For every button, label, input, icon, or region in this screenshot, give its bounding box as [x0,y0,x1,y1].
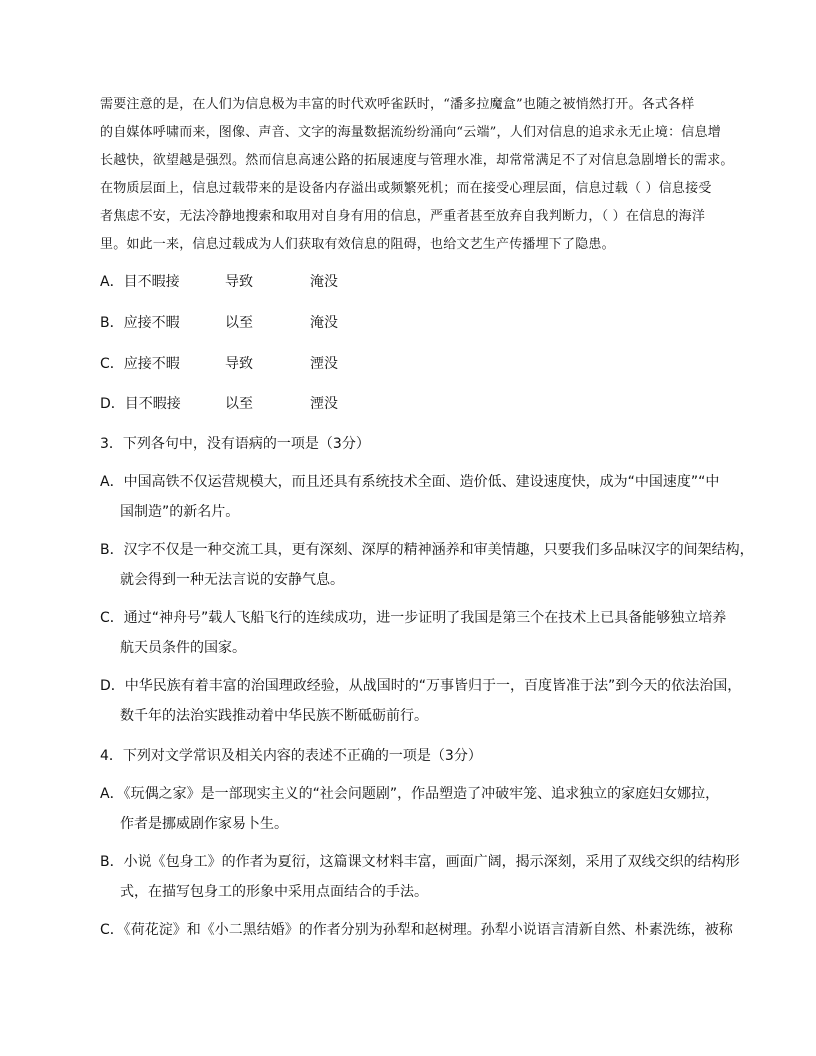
option-word-3: 湮没 [310,396,338,412]
choice-line: C．通过“神舟号”载人飞船飞行的连续成功，进一步证明了我国是第三个在技术上已具备能够独立培养 [100,610,727,626]
passage-line: 长越快，欲望越是强烈。然而信息高速公路的拓展速度与管理水准，却常常满足不了对信息急剧增长的需求。 [100,153,734,168]
choice-line: B．汉字不仅是一种交流工具，更有深刻、深厚的精神涵养和审美情趣，只要我们多品味汉字的间架结构， [100,542,754,558]
choice-line: 就会得到一种无法言说的安静气息。 [120,572,344,588]
option-word-1: C．应接不暇 [100,356,180,372]
choice-line: 航天员条件的国家。 [120,640,246,656]
q4-choice-a [100,779,760,839]
question-3-stem: 3．下列各句中，没有语病的一项是（3分） [100,436,370,452]
passage-line: 的自媒体呼啸而来，图像、声音、文字的海量数据流纷纷涌向“云端”，人们对信息的追求永无止境：信息增 [100,125,721,140]
q4-choice-c [100,915,760,945]
choice-line: B．小说《包身工》的作者为夏衍，这篇课文材料丰富，画面广阔，揭示深刻，采用了双线交织的结构形 [100,854,740,870]
option-word-1: A．目不暇接 [100,274,180,290]
q3-choice-a [100,467,760,527]
choice-line: 作者是挪威剧作家易卜生。 [120,816,288,832]
option-word-2: 导致 [225,356,253,372]
option-word-3: 湮没 [310,356,338,372]
option-word-3: 淹没 [310,315,338,331]
choice-line: 国制造”的新名片。 [120,504,240,520]
option-word-1: B．应接不暇 [100,315,180,331]
choice-line: 式，在描写包身工的形象中采用点面结合的手法。 [120,884,428,900]
option-word-2: 导致 [225,274,253,290]
passage-line: 者焦虑不安，无法冷静地搜索和取用对自身有用的信息，严重者甚至放弃自我判断力，（ ）在信息的海洋 [100,209,706,224]
option-word-1: D．目不暇接 [100,396,181,412]
choice-line: A．中国高铁不仅运营规模大，而且还具有系统技术全面、造价低、建设速度快，成为“中国速度”“中 [100,474,720,490]
passage-line: 里。如此一来，信息过载成为人们获取有效信息的阻碍，也给文艺生产传播埋下了隐患。 [100,237,615,252]
q3-choice-c [100,603,760,663]
choice-line: D．中华民族有着丰富的治国理政经验，从战国时的“万事皆归于一，百度皆准于法”到今天的依法治国， [100,678,742,694]
option-word-2: 以至 [225,396,253,412]
question-4-stem: 4．下列对文学常识及相关内容的表述不正确的一项是（3分） [100,748,482,764]
reading-passage [100,91,734,259]
choice-line: A．《玩偶之家》是一部现实主义的“社会问题剧”，作品塑造了冲破牢笼、追求独立的家庭妇女娜拉， [100,786,720,802]
passage-line: 需要注意的是，在人们为信息极为丰富的时代欢呼雀跃时，“潘多拉魔盒”也随之被悄然打开。各式各样 [100,97,695,112]
option-word-3: 淹没 [310,274,338,290]
q4-choice-b [100,847,760,907]
option-word-2: 以至 [225,315,253,331]
q3-choice-d [100,671,760,731]
passage-line: 在物质层面上，信息过载带来的是设备内存溢出或频繁死机；而在接受心理层面，信息过载（ ）信息接受 [100,181,712,196]
q3-choice-b [100,535,760,595]
choice-line: C．《荷花淀》和《小二黑结婚》的作者分别为孙犁和赵树理。孙犁小说语言清新自然、朴素洗练，被称 [100,922,733,938]
choice-line: 数千年的法治实践推动着中华民族不断砥砺前行。 [120,708,428,724]
